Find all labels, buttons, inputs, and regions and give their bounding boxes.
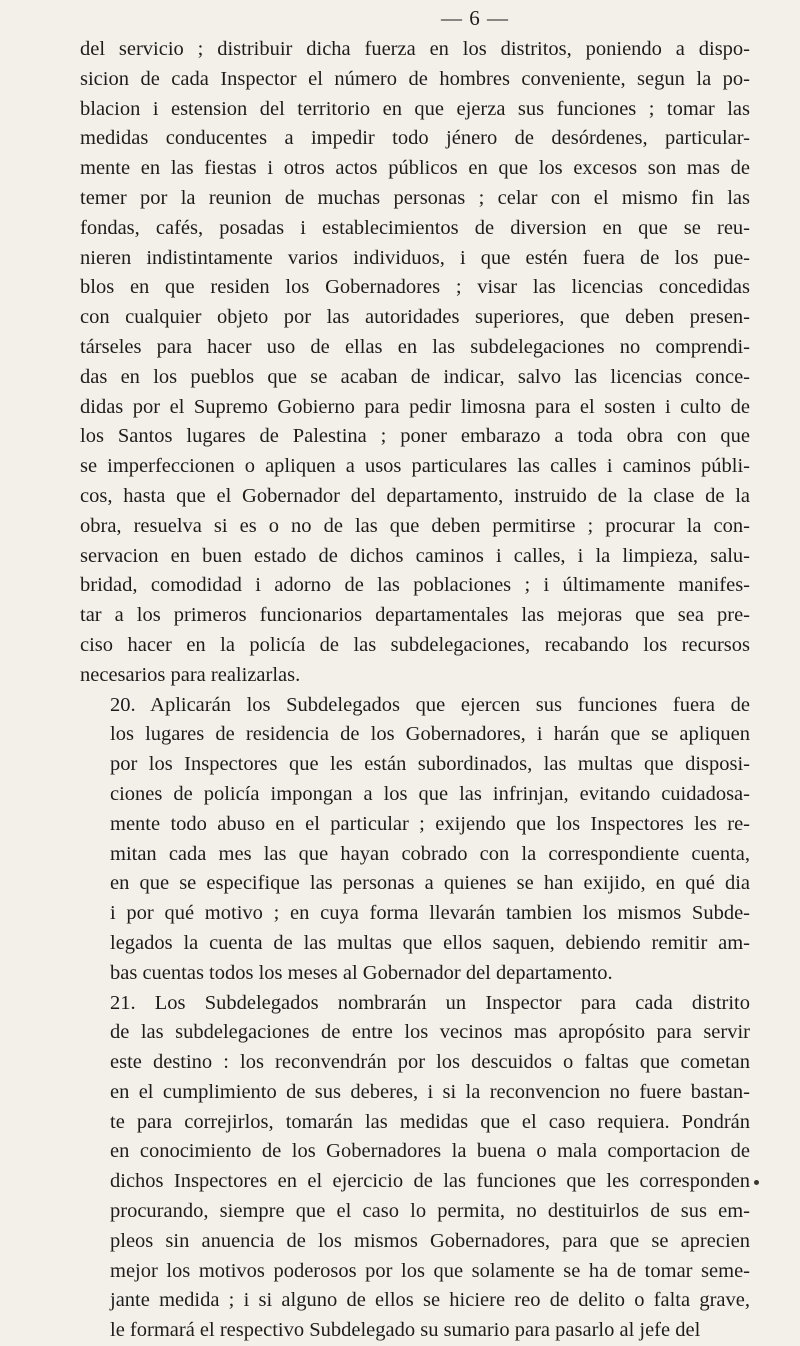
- text-line: 21. Los Subdelegados nombrarán un Inspector para cada distrito: [80, 989, 750, 1019]
- text-line: mejor los motivos poderosos por los que solamente se ha de tomar seme-: [80, 1257, 750, 1287]
- text-line: se imperfeccionen o apliquen a usos particulares las calles i caminos públi-: [80, 452, 750, 482]
- text-line: i por qué motivo ; en cuya forma llevarán tambien los mismos Subde-: [80, 899, 750, 929]
- text-line: jante medida ; i si alguno de ellos se hiciere reo de delito o falta grave,: [80, 1286, 750, 1316]
- text-line: le formará el respectivo Subdelegado su sumario para pasarlo al jefe del: [80, 1316, 750, 1346]
- text-line: ciso hacer en la policía de las subdelegaciones, recabando los recursos: [80, 631, 750, 661]
- text-line: sicion de cada Inspector el número de hombres conveniente, segun la po-: [80, 65, 750, 95]
- text-line: en conocimiento de los Gobernadores la buena o mala comportacion de: [80, 1137, 750, 1167]
- text-line: bridad, comodidad i adorno de las poblaciones ; i últimamente manifes-: [80, 571, 750, 601]
- text-line: del servicio ; distribuir dicha fuerza en los distritos, poniendo a dispo-: [80, 35, 750, 65]
- text-line: los Santos lugares de Palestina ; poner embarazo a toda obra con que: [80, 422, 750, 452]
- text-line: obra, resuelva si es o no de las que deben permitirse ; procurar la con-: [80, 512, 750, 542]
- text-line: társeles para hacer uso de ellas en las subdelegaciones no comprendi-: [80, 333, 750, 363]
- text-line: mitan cada mes las que hayan cobrado con la correspondiente cuenta,: [80, 840, 750, 870]
- text-line: fondas, cafés, posadas i establecimientos de diversion en que se reu-: [80, 214, 750, 244]
- page-number: — 6 —: [200, 0, 750, 35]
- text-line: 20. Aplicarán los Subdelegados que ejercen sus funciones fuera de: [80, 691, 750, 721]
- text-line: das en los pueblos que se acaban de indicar, salvo las licencias conce-: [80, 363, 750, 393]
- text-line: cos, hasta que el Gobernador del departamento, instruido de la clase de la: [80, 482, 750, 512]
- text-line: blacion i estension del territorio en que ejerza sus funciones ; tomar las: [80, 95, 750, 125]
- body-text: [80, 35, 750, 1346]
- text-line: dichos Inspectores en el ejercicio de las funciones que les corresponden: [80, 1167, 750, 1197]
- text-line: procurando, siempre que el caso lo permita, no destituirlos de sus em-: [80, 1197, 750, 1227]
- text-line: legados la cuenta de las multas que ellos saquen, debiendo remitir am-: [80, 929, 750, 959]
- paragraph-article-21: [80, 989, 750, 1346]
- text-line: bas cuentas todos los meses al Gobernador del departamento.: [80, 959, 750, 989]
- text-line: los lugares de residencia de los Gobernadores, i harán que se apliquen: [80, 720, 750, 750]
- text-line: necesarios para realizarlas.: [80, 661, 750, 691]
- text-line: servacion en buen estado de dichos caminos i calles, i la limpieza, salu-: [80, 542, 750, 572]
- text-line: en el cumplimiento de sus deberes, i si la reconvencion no fuere bastan-: [80, 1078, 750, 1108]
- text-line: mente todo abuso en el particular ; exijendo que los Inspectores les re-: [80, 810, 750, 840]
- text-line: te para correjirlos, tomarán las medidas que el caso requiera. Pondrán: [80, 1108, 750, 1138]
- text-line: ciones de policía impongan a los que las infrinjan, evitando cuidadosa-: [80, 780, 750, 810]
- text-line: este destino : los reconvendrán por los descuidos o faltas que cometan: [80, 1048, 750, 1078]
- text-line: por los Inspectores que les están subordinados, las multas que disposi-: [80, 750, 750, 780]
- text-line: de las subdelegaciones de entre los vecinos mas apropósito para servir: [80, 1018, 750, 1048]
- paragraph-article-20: [80, 691, 750, 989]
- text-line: con cualquier objeto por las autoridades superiores, que deben presen-: [80, 303, 750, 333]
- text-line: tar a los primeros funcionarios departamentales las mejoras que sea pre-: [80, 601, 750, 631]
- text-line: nieren indistintamente varios individuos, i que estén fuera de los pue-: [80, 244, 750, 274]
- text-line: medidas conducentes a impedir todo jénero de desórdenes, particular-: [80, 124, 750, 154]
- text-line: pleos sin anuencia de los mismos Gobernadores, para que se aprecien: [80, 1227, 750, 1257]
- ink-speck: [754, 1180, 759, 1185]
- text-line: temer por la reunion de muchas personas ; celar con el mismo fin las: [80, 184, 750, 214]
- text-line: en que se especifique las personas a quienes se han exijido, en qué dia: [80, 869, 750, 899]
- paragraph-continuation: [80, 35, 750, 691]
- text-line: mente en las fiestas i otros actos públicos en que los excesos son mas de: [80, 154, 750, 184]
- text-line: blos en que residen los Gobernadores ; visar las licencias concedidas: [80, 273, 750, 303]
- text-line: didas por el Supremo Gobierno para pedir limosna para el sosten i culto de: [80, 393, 750, 423]
